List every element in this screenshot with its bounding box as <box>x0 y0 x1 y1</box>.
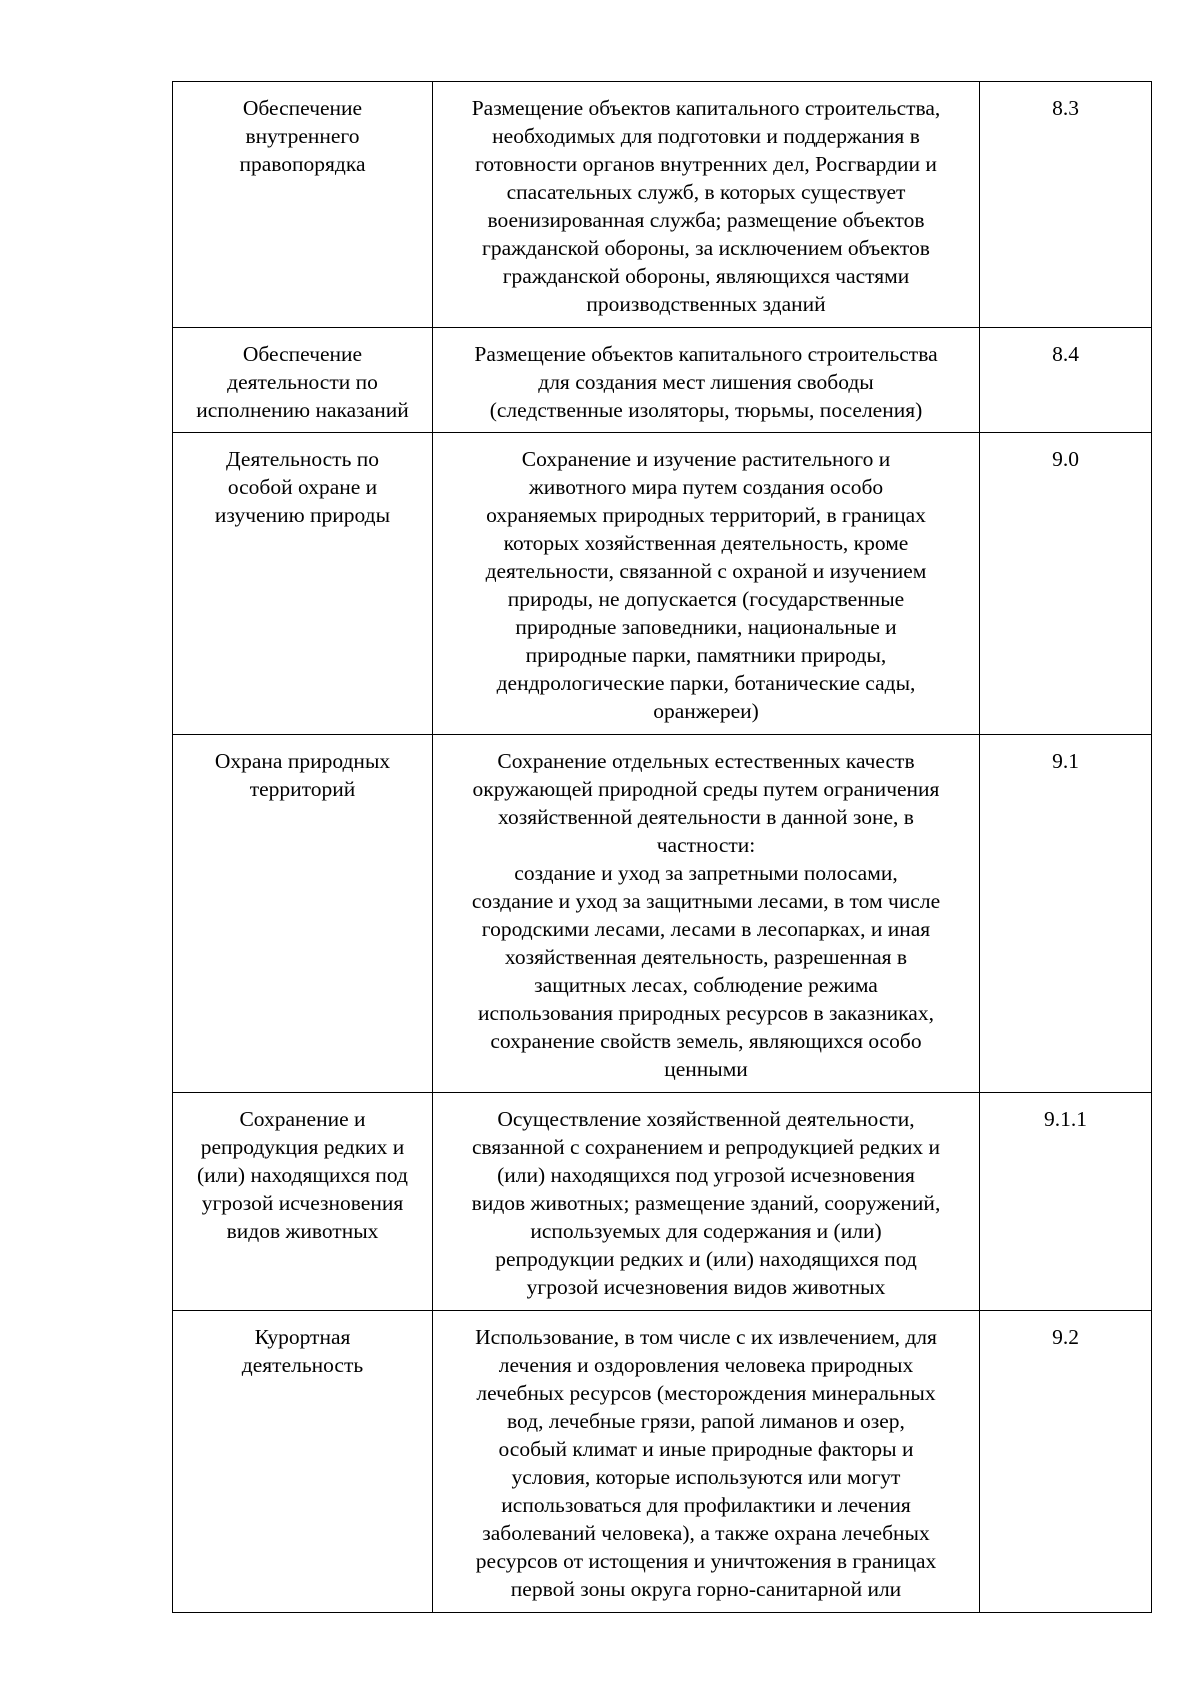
table-row <box>173 1311 1152 1613</box>
table-cell-code: 8.4 <box>980 328 1152 433</box>
table-cell-name: Обеспечение деятельности по исполнению наказаний <box>173 328 433 433</box>
table-cell-description: Сохранение и изучение растительного и животного мира путем создания особо охраняемых природных территорий, в границах которых хозяйственная деятельность, кроме деятельности, связанной с охраной и изучением природы, не допускается (государственные природные заповедники, национальные и природные парки, памятники природы, дендрологические парки, ботанические сады, оранжереи) <box>433 433 980 735</box>
table-row <box>173 328 1152 433</box>
table-cell-description: Сохранение отдельных естественных качеств окружающей природной среды путем ограничения хозяйственной деятельности в данной зоне, в частности: создание и уход за запретными полосами, создание и уход за защитными лесами, в том числе городскими лесами, лесами в лесопарках, и иная хозяйственная деятельность, разрешенная в защитных лесах, соблюдение режима использования природных ресурсов в заказниках, сохранение свойств земель, являющихся особо ценными <box>433 735 980 1093</box>
table-row <box>173 82 1152 328</box>
table-cell-name: Обеспечение внутреннего правопорядка <box>173 82 433 328</box>
table-row <box>173 1093 1152 1311</box>
table-cell-name: Курортная деятельность <box>173 1311 433 1613</box>
table-cell-description: Осуществление хозяйственной деятельности, связанной с сохранением и репродукцией редких и (или) находящихся под угрозой исчезновения видов животных; размещение зданий, сооружений, используемых для содержания и (или) репродукции редких и (или) находящихся под угрозой исчезновения видов животных <box>433 1093 980 1311</box>
table-cell-code: 9.0 <box>980 433 1152 735</box>
table-cell-code: 9.1.1 <box>980 1093 1152 1311</box>
table-cell-code: 8.3 <box>980 82 1152 328</box>
table-cell-name: Деятельность по особой охране и изучению природы <box>173 433 433 735</box>
table-row <box>173 433 1152 735</box>
table-cell-description: Размещение объектов капитального строительства для создания мест лишения свободы (следственные изоляторы, тюрьмы, поселения) <box>433 328 980 433</box>
table-cell-description: Размещение объектов капитального строительства, необходимых для подготовки и поддержания в готовности органов внутренних дел, Росгвардии и спасательных служб, в которых существует военизированная служба; размещение объектов гражданской обороны, за исключением объектов гражданской обороны, являющихся частями производственных зданий <box>433 82 980 328</box>
land-use-table <box>172 81 1152 1613</box>
table-cell-description: Использование, в том числе с их извлечением, для лечения и оздоровления человека природных лечебных ресурсов (месторождения минеральных вод, лечебные грязи, рапой лиманов и озер, особый климат и иные природные факторы и условия, которые используются или могут использоваться для профилактики и лечения заболеваний человека), а также охрана лечебных ресурсов от истощения и уничтожения в границах первой зоны округа горно-санитарной или <box>433 1311 980 1613</box>
table-cell-code: 9.1 <box>980 735 1152 1093</box>
table-cell-name: Охрана природных территорий <box>173 735 433 1093</box>
table-row <box>173 735 1152 1093</box>
table-cell-code: 9.2 <box>980 1311 1152 1613</box>
table-cell-name: Сохранение и репродукция редких и (или) находящихся под угрозой исчезновения видов животных <box>173 1093 433 1311</box>
